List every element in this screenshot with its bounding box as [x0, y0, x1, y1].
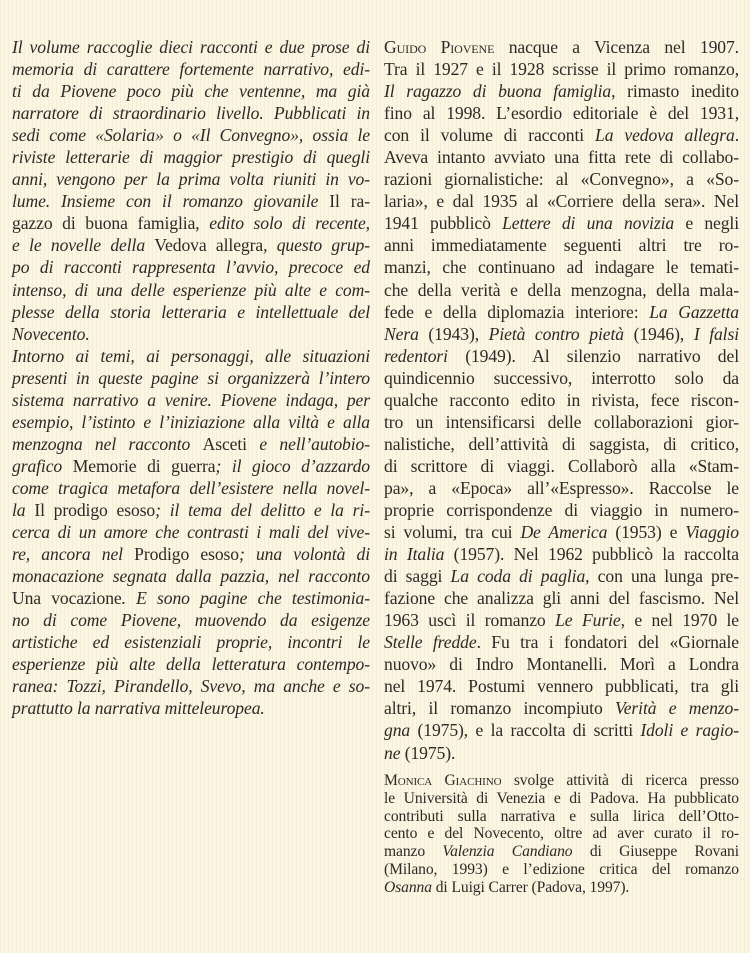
- title-reference: Il ra-: [329, 191, 371, 212]
- text-segment: (1957). Nel 1962 pubblicò la raccolta: [444, 544, 739, 565]
- text-line: [12, 234, 370, 256]
- person-name: Monica Giachino: [384, 772, 502, 789]
- title-reference: Il prodigo esoso: [34, 499, 156, 520]
- text-line: [12, 433, 370, 455]
- text-line: [12, 256, 370, 278]
- text-line: [12, 102, 370, 124]
- text-line: [384, 477, 739, 499]
- title-reference: Memorie di guerra: [72, 455, 216, 476]
- text-segment: prattutto la narrativa mitteleuropea.: [12, 698, 265, 719]
- text-line: [12, 455, 370, 477]
- text-line: [384, 790, 739, 808]
- text-segment: , con una lunga pre-: [585, 566, 739, 587]
- text-line: [12, 80, 370, 102]
- text-segment: ti da Piovene poco più che ventenne, ma già: [12, 81, 370, 102]
- text-line: [12, 190, 370, 212]
- text-segment: come tragica metafora dell’esistere nella novel-: [12, 477, 370, 498]
- text-segment: monacazione segnata dalla pazzia, nel racconto: [12, 566, 370, 587]
- title-reference: gna: [384, 720, 411, 741]
- text-segment: 1963 uscì il romanzo: [384, 610, 556, 631]
- text-segment: no di come Piovene, muovendo da esigenze: [12, 610, 370, 631]
- text-segment: riviste letterarie di maggior prestigio di quegli: [12, 147, 370, 168]
- text-segment: (1943),: [418, 323, 489, 344]
- text-segment: artistiche ed esistenziali proprie, incontri le: [12, 632, 370, 653]
- text-segment: e negli: [674, 213, 739, 234]
- text-segment: esempio, l’istinto e l’iniziazione alla viltà e alla: [12, 411, 370, 432]
- text-segment: che della verità e della menzogna, della mala-: [384, 279, 739, 300]
- text-segment: Aveva intanto avviato una fitta rete di collabo-: [384, 147, 739, 168]
- text-segment: laria», e dal 1935 al «Corriere della sera». Nel: [384, 191, 739, 212]
- text-line: [384, 697, 739, 719]
- text-line: [384, 234, 739, 256]
- text-segment: , e nel 1970 le: [620, 610, 740, 631]
- text-segment: . E sono pagine che testimonia-: [121, 588, 370, 609]
- text-segment: esperienze più alte della letteratura contempo-: [12, 654, 370, 675]
- text-segment: ; il tema del delitto e la ri-: [155, 499, 370, 520]
- text-segment: intenso, di una delle esperienze più alte e com-: [12, 279, 370, 300]
- text-segment: (1975), e la raccolta di scritti: [410, 720, 641, 741]
- text-segment: nuovo» di Indro Montanelli. Morì a Londra: [384, 654, 739, 675]
- title-reference: La coda di paglia: [450, 566, 586, 587]
- text-line: [12, 168, 370, 190]
- text-segment: Tra il 1927 e il 1928 scrisse il primo romanzo,: [384, 59, 739, 80]
- text-line: [384, 499, 739, 521]
- text-segment: tro un intensificarsi delle collaborazioni gior-: [384, 411, 739, 432]
- text-segment: po di racconti rappresenta l’avvio, precoce ed: [12, 257, 370, 278]
- text-line: [384, 124, 739, 146]
- text-segment: Il volume raccoglie dieci racconti e due prose di: [12, 37, 370, 57]
- text-segment: lume. Insieme con il romanzo giovanile: [12, 191, 330, 212]
- text-segment: . Fu tra i fondatori del «Giornale: [476, 632, 739, 653]
- text-line: [384, 808, 739, 826]
- text-segment: nel 1974. Postumi vennero pubblicati, tra gli: [384, 676, 739, 697]
- text-line: [12, 279, 370, 301]
- text-segment: sedi come «Solaria» o «Il Convegno», ossia le: [12, 125, 370, 146]
- title-reference: Lettere di una novizia: [502, 213, 675, 234]
- text-line: [12, 565, 370, 587]
- title-reference: De America: [520, 522, 608, 543]
- text-line: [384, 609, 739, 631]
- text-segment: e nell’autobio-: [246, 433, 370, 454]
- title-reference: Nera: [384, 323, 419, 344]
- text-segment: Novecento.: [12, 323, 90, 344]
- text-segment: pa», a «Epoca» all’«Espresso». Raccolse le: [384, 477, 739, 498]
- text-line: [384, 879, 739, 897]
- title-reference: I falsi: [693, 323, 740, 344]
- text-line: [384, 256, 739, 278]
- text-segment: presenti in queste pagine si organizzerà l’intero: [12, 367, 370, 388]
- person-name: Guido Piovene: [384, 37, 495, 57]
- title-reference: gazzo di buona famiglia: [12, 213, 196, 234]
- text-line: [384, 631, 739, 653]
- text-segment: (1946),: [623, 323, 694, 344]
- text-line: [384, 772, 739, 790]
- text-line: [12, 411, 370, 433]
- text-line: [12, 367, 370, 389]
- text-line: [12, 389, 370, 411]
- text-segment: grafico: [12, 455, 73, 476]
- text-segment: cerca di un amore che contrasti i mali del vive-: [12, 522, 370, 543]
- text-segment: (1953) e: [607, 522, 686, 543]
- text-line: [12, 631, 370, 653]
- text-segment: menzogna nel racconto: [12, 433, 203, 454]
- text-segment: razioni giornalistiche: al «Convegno», a «So-: [384, 169, 739, 190]
- text-line: [12, 323, 370, 345]
- text-segment: qualche racconto edito in rivista, fece riscon-: [384, 389, 739, 410]
- text-line: [12, 124, 370, 146]
- text-line: [384, 742, 739, 764]
- text-line: [12, 675, 370, 697]
- text-segment: ; una volontà di: [238, 544, 370, 565]
- text-segment: sistema narrativo a venire. Piovene indaga, per: [12, 389, 370, 410]
- text-segment: di Luigi Carrer (Padova, 1997).: [431, 878, 630, 896]
- text-segment: manzo: [384, 843, 443, 861]
- text-line: [12, 36, 370, 58]
- title-reference: Le Furie: [555, 610, 621, 631]
- text-line: [12, 301, 370, 323]
- text-segment: (1975).: [400, 742, 456, 763]
- text-segment: anni immediatamente seguenti altri tre ro-: [384, 235, 739, 256]
- text-line: [384, 825, 739, 843]
- text-segment: 1941 pubblicò: [384, 213, 503, 234]
- text-segment: .: [734, 125, 739, 146]
- text-line: [12, 609, 370, 631]
- title-reference: Idoli e ragio-: [640, 720, 740, 741]
- text-segment: anni, vengono per la prima volta riuniti in vo-: [12, 169, 370, 190]
- text-segment: , questo grup-: [263, 235, 371, 256]
- text-line: [12, 477, 370, 499]
- text-line: [384, 433, 739, 455]
- text-line: [384, 719, 739, 741]
- text-segment: , edito solo di recente,: [195, 213, 370, 234]
- text-segment: , rimasto inedito: [611, 81, 739, 102]
- text-segment: (1949). Al silenzio narrativo del: [447, 345, 739, 366]
- title-reference: in Italia: [384, 544, 445, 565]
- text-line: [384, 675, 739, 697]
- text-line: [384, 212, 739, 234]
- title-reference: ne: [384, 742, 401, 763]
- text-line: [12, 697, 370, 719]
- title-reference: Verità e menzo-: [615, 698, 739, 719]
- text-line: [384, 279, 739, 301]
- text-segment: nalistiche, dell’attività di saggista, di critico,: [384, 433, 739, 454]
- text-segment: plesse della storia letteraria e intellettuale del: [12, 301, 370, 322]
- text-segment: ranea: Tozzi, Pirandello, Svevo, ma anche e so-: [12, 676, 370, 697]
- text-line: [12, 146, 370, 168]
- text-segment: cento e del Novecento, oltre ad aver curato il ro-: [384, 825, 739, 843]
- text-segment: di saggi: [384, 566, 451, 587]
- text-segment: manzi, che continuano ad indagare le temati-: [384, 257, 739, 278]
- text-line: [12, 521, 370, 543]
- text-line: [12, 345, 370, 367]
- text-segment: quindicennio successivo, interrotto solo da: [384, 367, 739, 388]
- text-line: [12, 58, 370, 80]
- text-line: [384, 843, 739, 861]
- title-reference: Asceti: [202, 433, 247, 454]
- text-segment: si volumi, tra cui: [384, 522, 521, 543]
- text-segment: ; il gioco d’azzardo: [215, 455, 371, 476]
- text-segment: (Milano, 1993) e l’edizione critica del romanzo: [384, 860, 739, 878]
- text-segment: nacque a Vicenza nel 1907.: [494, 37, 739, 57]
- text-segment: le Università di Venezia e di Padova. Ha pubblicato: [384, 789, 739, 807]
- text-segment: con il volume di racconti: [384, 125, 596, 146]
- text-line: [384, 301, 739, 323]
- text-segment: re, ancora nel: [12, 544, 135, 565]
- text-segment: fede e della diplomazia interiore:: [384, 301, 650, 322]
- text-line: [12, 587, 370, 609]
- text-line: [384, 543, 739, 565]
- text-line: [384, 323, 739, 345]
- title-reference: Pietà contro pietà: [488, 323, 624, 344]
- text-line: [384, 146, 739, 168]
- text-segment: altri, il romanzo incompiuto: [384, 698, 615, 719]
- text-line: [384, 102, 739, 124]
- text-line: [384, 168, 739, 190]
- text-line: [384, 587, 739, 609]
- title-reference: Osanna: [384, 878, 432, 896]
- text-line: [384, 455, 739, 477]
- text-segment: Intorno ai temi, ai personaggi, alle situazioni: [12, 345, 370, 366]
- text-line: [384, 653, 739, 675]
- text-segment: la: [12, 499, 35, 520]
- title-reference: Stelle fredde: [384, 632, 477, 653]
- text-segment: di Giuseppe Rovani: [572, 843, 739, 861]
- text-line: [384, 367, 739, 389]
- title-reference: Una vocazione: [12, 588, 122, 609]
- text-segment: proprie corrispondenze di viaggio in numero-: [384, 499, 739, 520]
- title-reference: Viaggio: [685, 522, 740, 543]
- author-biography: [384, 36, 739, 764]
- text-line: [384, 345, 739, 367]
- text-line: [384, 521, 739, 543]
- text-line: [12, 653, 370, 675]
- text-segment: narratore di straordinario livello. Pubblicati in: [12, 103, 370, 124]
- title-reference: La vedova allegra: [595, 125, 735, 146]
- title-reference: redentori: [384, 345, 448, 366]
- book-description: [12, 36, 370, 719]
- text-line: [12, 543, 370, 565]
- text-segment: contributi sulla narrativa e sulla lirica dell’Otto-: [384, 807, 739, 825]
- title-reference: La Gazzetta: [649, 301, 739, 322]
- text-line: [384, 861, 739, 879]
- text-line: [384, 36, 739, 58]
- text-line: [384, 411, 739, 433]
- text-line: [384, 80, 739, 102]
- title-reference: Valenzia Candiano: [442, 843, 573, 861]
- title-reference: Prodigo esoso: [134, 544, 239, 565]
- text-segment: memoria di carattere fortemente narrativo, edi-: [12, 59, 370, 80]
- title-reference: Vedova allegra: [154, 235, 264, 256]
- text-segment: fazione che analizza gli anni del fascismo. Nel: [384, 588, 739, 609]
- text-segment: fino al 1998. L’esordio editoriale è del 1931,: [384, 103, 739, 124]
- text-line: [384, 190, 739, 212]
- text-segment: svolge attività di ricerca presso: [501, 772, 740, 789]
- text-line: [384, 58, 739, 80]
- text-line: [384, 389, 739, 411]
- text-line: [384, 565, 739, 587]
- text-segment: e le novelle della: [12, 235, 155, 256]
- text-line: [12, 212, 370, 234]
- editor-biography: [384, 772, 739, 897]
- title-reference: Il ragazzo di buona famiglia: [384, 81, 612, 102]
- text-line: [12, 499, 370, 521]
- text-segment: di scrittore di viaggi. Collaborò alla «Stam-: [384, 455, 739, 476]
